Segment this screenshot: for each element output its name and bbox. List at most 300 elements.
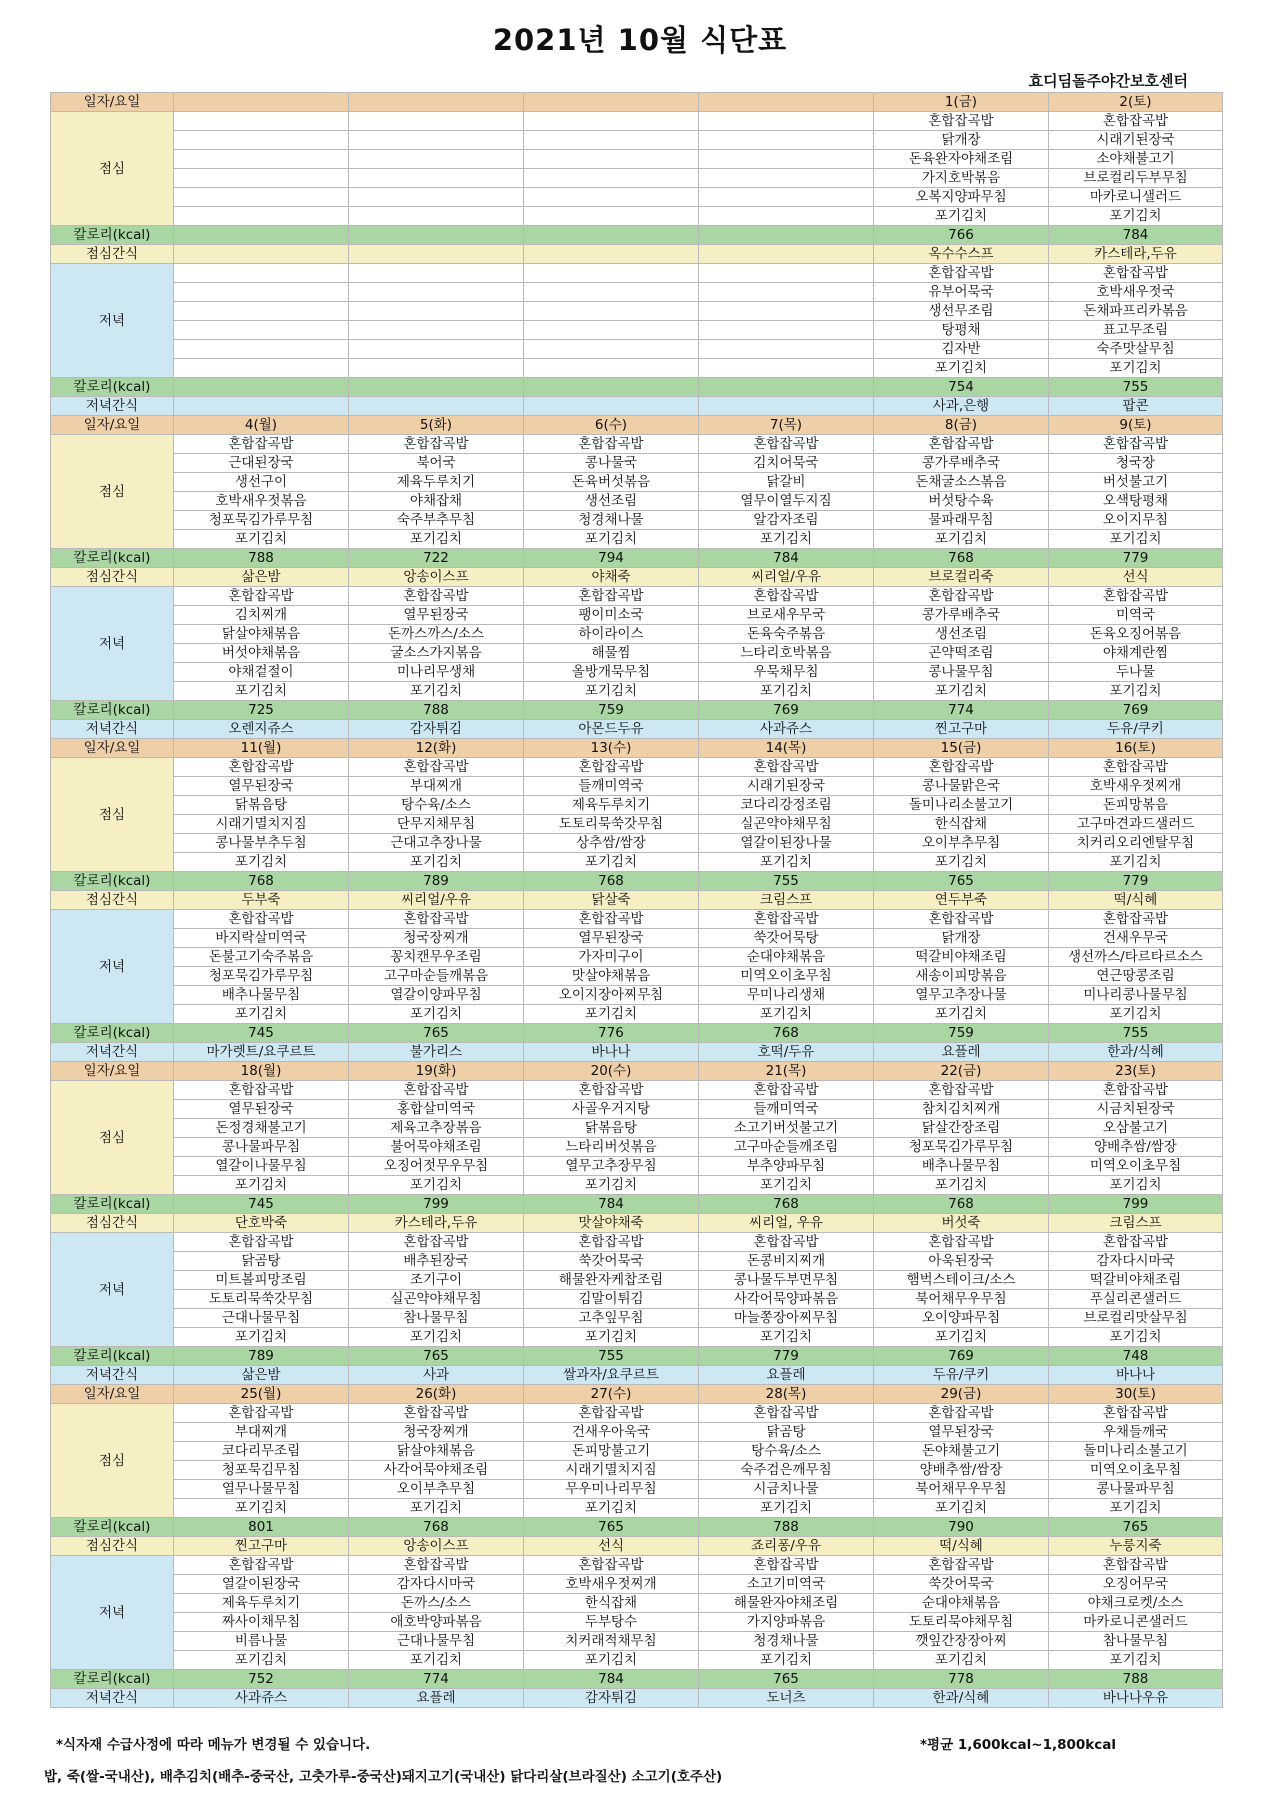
dinner-row [51,264,1223,283]
menu-item: 상추쌈/쌈장 [524,834,699,853]
menu-item: 바지락살미역국 [174,929,349,948]
menu-item: 혼합잡곡밥 [874,587,1049,606]
menu-item: 돈채굴소스볶음 [874,473,1049,492]
menu-item: 혼합잡곡밥 [874,758,1049,777]
menu-item [349,207,524,226]
lunch-calorie-label: 칼로리(kcal) [51,872,174,891]
menu-item: 혼합잡곡밥 [874,112,1049,131]
snack-cell: 단호박죽 [174,1214,349,1233]
menu-item: 포기김치 [699,1651,874,1670]
menu-item: 도토리묵쑥갓무침 [174,1290,349,1309]
menu-item: 포기김치 [349,682,524,701]
menu-item: 혼합잡곡밥 [699,435,874,454]
calorie-cell: 769 [874,1347,1049,1366]
dinner-row [51,359,1223,378]
menu-item: 포기김치 [349,1499,524,1518]
menu-item: 오이부추무침 [349,1480,524,1499]
snack-cell: 요플레 [874,1043,1049,1062]
menu-item: 야채크로켓/소스 [1049,1594,1223,1613]
menu-item: 돈육버섯볶음 [524,473,699,492]
menu-item: 닭살간장조림 [874,1119,1049,1138]
snack-cell: 삶은밤 [174,1366,349,1385]
menu-item: 소야채불고기 [1049,150,1223,169]
calorie-cell [699,378,874,397]
menu-item: 포기김치 [524,1176,699,1195]
menu-item: 혼합잡곡밥 [699,910,874,929]
menu-item: 사각어묵양파볶음 [699,1290,874,1309]
snack-cell: 요플레 [349,1689,524,1708]
dinner-row [51,986,1223,1005]
lunch-row [51,815,1223,834]
date-cell: 13(수) [524,739,699,758]
dinner-row [51,663,1223,682]
date-cell: 1(금) [874,93,1049,112]
lunch-calorie-row [51,872,1223,891]
menu-item: 건새우아욱국 [524,1423,699,1442]
menu-item: 포기김치 [699,1005,874,1024]
calorie-cell: 748 [1049,1347,1223,1366]
dinner-row [51,1575,1223,1594]
date-label: 일자/요일 [51,1385,174,1404]
lunch-row [51,207,1223,226]
menu-item: 북어국 [349,454,524,473]
menu-item: 배추나물무침 [874,1157,1049,1176]
origin-note: 밥, 죽(쌀-국내산), 배추김치(배추-중국산, 고춧가루-중국산)돼지고기(국내산) 닭다리살(브라질산) 소고기(호주산) [44,1769,723,1785]
date-cell: 12(화) [349,739,524,758]
menu-item: 불어묵야채조림 [349,1138,524,1157]
menu-item: 포기김치 [174,1176,349,1195]
menu-item: 느타리호박볶음 [699,644,874,663]
snack-cell: 야채죽 [524,568,699,587]
menu-item: 포기김치 [874,682,1049,701]
date-cell: 9(토) [1049,416,1223,435]
menu-item: 포기김치 [874,1328,1049,1347]
calorie-cell: 759 [524,701,699,720]
menu-item: 미나리무생채 [349,663,524,682]
menu-item: 햄벅스테이크/소스 [874,1271,1049,1290]
menu-item [174,264,349,283]
lunch-snack-label: 점심간식 [51,1537,174,1556]
menu-item: 김치어묵국 [699,454,874,473]
menu-item: 포기김치 [874,207,1049,226]
lunch-row [51,1442,1223,1461]
date-cell: 19(화) [349,1062,524,1081]
calorie-cell: 768 [699,1024,874,1043]
menu-item: 마카로니콘샐러드 [1049,1613,1223,1632]
dinner-row [51,606,1223,625]
calorie-cell: 765 [1049,1518,1223,1537]
menu-item: 포기김치 [699,853,874,872]
menu-item: 오이지장아찌무침 [524,986,699,1005]
date-label: 일자/요일 [51,416,174,435]
lunch-row [51,169,1223,188]
menu-item [524,131,699,150]
calorie-cell: 794 [524,549,699,568]
menu-item: 근대고추장나물 [349,834,524,853]
average-calorie-note: *평균 1,600kcal~1,800kcal [920,1737,1116,1753]
lunch-calorie-row [51,1195,1223,1214]
menu-item: 떡갈비야채조림 [874,948,1049,967]
menu-item: 콩나물두부면무침 [699,1271,874,1290]
menu-item: 혼합잡곡밥 [1049,435,1223,454]
dinner-row [51,948,1223,967]
menu-item: 혼합잡곡밥 [699,587,874,606]
date-cell [349,93,524,112]
menu-item: 무우미나리무침 [524,1480,699,1499]
menu-item: 혼합잡곡밥 [349,1081,524,1100]
menu-item: 제육두루치기 [524,796,699,815]
menu-item: 포기김치 [699,682,874,701]
dinner-row [51,1594,1223,1613]
lunch-calorie-label: 칼로리(kcal) [51,1518,174,1537]
menu-item: 김자반 [874,340,1049,359]
menu-item: 혼합잡곡밥 [1049,1081,1223,1100]
menu-item: 돈콩비지찌개 [699,1252,874,1271]
menu-item: 돈까스/소스 [349,1594,524,1613]
menu-item: 혼합잡곡밥 [174,758,349,777]
dinner-row [51,929,1223,948]
menu-item: 혼합잡곡밥 [699,1404,874,1423]
dinner-calorie-label: 칼로리(kcal) [51,1670,174,1689]
menu-item: 포기김치 [1049,682,1223,701]
menu-item: 가자미구이 [524,948,699,967]
menu-item [174,340,349,359]
menu-item: 콩나물국 [524,454,699,473]
snack-cell: 바나나 [524,1043,699,1062]
menu-item: 브로컬리맛살무침 [1049,1309,1223,1328]
snack-cell: 앙송이스프 [349,1537,524,1556]
menu-item: 고구마순들깨볶음 [349,967,524,986]
menu-item [699,321,874,340]
menu-item: 포기김치 [874,853,1049,872]
date-cell [699,93,874,112]
menu-item: 청국장찌개 [349,929,524,948]
menu-item: 혼합잡곡밥 [699,758,874,777]
menu-item: 비름나물 [174,1632,349,1651]
snack-cell: 찐고구마 [874,720,1049,739]
lunch-row [51,530,1223,549]
date-cell: 4(월) [174,416,349,435]
menu-item: 쑥갓어묵국 [524,1252,699,1271]
snack-cell: 바나나 [1049,1366,1223,1385]
menu-item: 닭살야채볶음 [174,625,349,644]
dinner-row [51,1556,1223,1575]
date-label: 일자/요일 [51,739,174,758]
menu-item: 닭곰탕 [174,1252,349,1271]
lunch-label: 점심 [51,435,174,549]
menu-item [699,169,874,188]
snack-cell: 크림스프 [1049,1214,1223,1233]
menu-item: 혼합잡곡밥 [174,435,349,454]
lunch-label: 점심 [51,1404,174,1518]
calorie-cell: 776 [524,1024,699,1043]
menu-item: 들깨미역국 [699,1100,874,1119]
calorie-cell: 801 [174,1518,349,1537]
menu-item: 오징어무국 [1049,1575,1223,1594]
menu-item [524,112,699,131]
menu-item: 포기김치 [524,853,699,872]
calorie-cell: 765 [524,1518,699,1537]
menu-item [699,359,874,378]
snack-cell: 사과,은행 [874,397,1049,416]
date-cell: 29(금) [874,1385,1049,1404]
dinner-row [51,283,1223,302]
calorie-cell: 759 [874,1024,1049,1043]
lunch-snack-row [51,891,1223,910]
lunch-row [51,777,1223,796]
calorie-cell: 725 [174,701,349,720]
menu-item: 포기김치 [1049,530,1223,549]
menu-item: 미트볼피망조림 [174,1271,349,1290]
menu-item: 탕수육/소스 [349,796,524,815]
snack-cell: 죠리퐁/우유 [699,1537,874,1556]
menu-item: 포기김치 [1049,207,1223,226]
snack-cell: 브로컬리죽 [874,568,1049,587]
menu-item: 두나물 [1049,663,1223,682]
menu-item: 김말이튀김 [524,1290,699,1309]
menu-item: 호박새우젓국 [1049,283,1223,302]
menu-item: 혼합잡곡밥 [1049,1404,1223,1423]
menu-item: 참나물무침 [349,1309,524,1328]
menu-item: 돈까스까스/소스 [349,625,524,644]
menu-item: 사각어묵야채조림 [349,1461,524,1480]
menu-item: 돈육오징어볶음 [1049,625,1223,644]
dinner-snack-label: 저녁간식 [51,1689,174,1708]
lunch-row [51,1138,1223,1157]
snack-cell: 두유/쿠키 [874,1366,1049,1385]
snack-cell [174,245,349,264]
menu-item: 혼합잡곡밥 [874,435,1049,454]
menu-item: 짜사이채무침 [174,1613,349,1632]
menu-item: 미나리콩나물무침 [1049,986,1223,1005]
dinner-row [51,625,1223,644]
menu-item: 혼합잡곡밥 [349,435,524,454]
menu-item: 생선구이 [174,473,349,492]
menu-item [524,283,699,302]
lunch-row [51,131,1223,150]
menu-item: 열무된장국 [174,777,349,796]
menu-item: 열갈이된장나물 [699,834,874,853]
menu-item: 탕수육/소스 [699,1442,874,1461]
menu-item: 생선조림 [874,625,1049,644]
menu-item: 열무된장국 [524,929,699,948]
lunch-row [51,1404,1223,1423]
menu-item: 청포묵김무침 [174,1461,349,1480]
menu-item [524,264,699,283]
menu-item: 열무고추장나물 [874,986,1049,1005]
menu-item: 사골우거지탕 [524,1100,699,1119]
calorie-cell: 755 [524,1347,699,1366]
menu-item: 혼합잡곡밥 [524,587,699,606]
menu-item [349,340,524,359]
menu-item: 혼합잡곡밥 [874,1233,1049,1252]
menu-item: 포기김치 [349,1651,524,1670]
menu-item: 혼합잡곡밥 [524,1404,699,1423]
menu-item: 혼합잡곡밥 [174,1404,349,1423]
menu-change-note: *식자재 수급사정에 따라 메뉴가 변경될 수 있습니다. [56,1737,371,1753]
menu-item: 미역오이초무침 [1049,1461,1223,1480]
menu-item: 혼합잡곡밥 [174,910,349,929]
dinner-row [51,910,1223,929]
lunch-row [51,188,1223,207]
date-row [51,416,1223,435]
lunch-row [51,473,1223,492]
calorie-cell: 784 [1049,226,1223,245]
lunch-calorie-label: 칼로리(kcal) [51,549,174,568]
calorie-cell: 768 [349,1518,524,1537]
calorie-cell [174,378,349,397]
dinner-snack-label: 저녁간식 [51,1043,174,1062]
lunch-label: 점심 [51,1081,174,1195]
calorie-cell: 799 [349,1195,524,1214]
menu-item [174,188,349,207]
calorie-cell [524,226,699,245]
menu-item: 숙주맛살무침 [1049,340,1223,359]
dinner-snack-row [51,397,1223,416]
menu-item: 야채겉절이 [174,663,349,682]
menu-item: 포기김치 [1049,1328,1223,1347]
menu-item: 오이양파무침 [874,1309,1049,1328]
menu-item: 포기김치 [524,1651,699,1670]
dinner-snack-row [51,1689,1223,1708]
dinner-calorie-row [51,1024,1223,1043]
menu-item: 제육두루치기 [349,473,524,492]
menu-item: 혼합잡곡밥 [524,1556,699,1575]
menu-item: 실곤약야채무침 [349,1290,524,1309]
menu-item [174,321,349,340]
menu-item: 버섯탕수육 [874,492,1049,511]
menu-item [174,169,349,188]
menu-item: 포기김치 [174,1651,349,1670]
lunch-row [51,1176,1223,1195]
snack-cell: 앙송이스프 [349,568,524,587]
calorie-cell: 788 [1049,1670,1223,1689]
snack-cell [699,245,874,264]
menu-item: 느타리버섯볶음 [524,1138,699,1157]
menu-item: 호박새우젓찌개 [524,1575,699,1594]
menu-item: 혼합잡곡밥 [174,1081,349,1100]
menu-item: 해물완자야채조림 [699,1594,874,1613]
snack-cell: 두부죽 [174,891,349,910]
menu-item: 혼합잡곡밥 [349,1404,524,1423]
menu-item: 떡갈비야채조림 [1049,1271,1223,1290]
menu-item [699,302,874,321]
menu-item: 포기김치 [1049,359,1223,378]
dinner-label: 저녁 [51,1233,174,1347]
menu-item: 쑥갓어묵국 [874,1575,1049,1594]
snack-cell: 카스테라,두유 [349,1214,524,1233]
dinner-label: 저녁 [51,587,174,701]
calorie-cell: 768 [874,1195,1049,1214]
menu-item: 팽이미소국 [524,606,699,625]
menu-item: 가지양파볶음 [699,1613,874,1632]
calorie-cell: 789 [349,872,524,891]
date-cell: 26(화) [349,1385,524,1404]
menu-item: 우묵채무침 [699,663,874,682]
menu-item: 시래기멸치지짐 [174,815,349,834]
lunch-row [51,112,1223,131]
menu-item: 치커리오리엔탈무침 [1049,834,1223,853]
lunch-row [51,454,1223,473]
menu-item: 미역국 [1049,606,1223,625]
calorie-cell: 779 [1049,872,1223,891]
calorie-cell [174,226,349,245]
menu-item: 우채들깨국 [1049,1423,1223,1442]
lunch-row [51,435,1223,454]
menu-item: 탕평채 [874,321,1049,340]
menu-item: 버섯야채볶음 [174,644,349,663]
dinner-calorie-label: 칼로리(kcal) [51,378,174,397]
lunch-snack-row [51,1214,1223,1233]
dinner-snack-label: 저녁간식 [51,397,174,416]
date-cell: 16(토) [1049,739,1223,758]
menu-item: 포기김치 [874,1499,1049,1518]
menu-item: 올방개묵무침 [524,663,699,682]
menu-item: 버섯불고기 [1049,473,1223,492]
menu-item: 콩나물무침 [874,663,1049,682]
snack-cell: 선식 [524,1537,699,1556]
menu-item [349,283,524,302]
calorie-cell: 754 [874,378,1049,397]
snack-cell: 바나나우유 [1049,1689,1223,1708]
menu-item: 혼합잡곡밥 [349,1556,524,1575]
menu-item: 포기김치 [1049,1651,1223,1670]
menu-item: 닭갈비 [699,473,874,492]
menu-item: 꽁치캔무우조림 [349,948,524,967]
menu-item: 오이지무침 [1049,511,1223,530]
lunch-calorie-label: 칼로리(kcal) [51,1195,174,1214]
menu-item: 김치찌개 [174,606,349,625]
menu-item: 브로컬리두부무침 [1049,169,1223,188]
dinner-calorie-label: 칼로리(kcal) [51,1024,174,1043]
menu-item: 두부탕수 [524,1613,699,1632]
snack-cell: 맛살야채죽 [524,1214,699,1233]
lunch-label: 점심 [51,758,174,872]
dinner-row [51,682,1223,701]
menu-item: 오삼불고기 [1049,1119,1223,1138]
snack-cell [174,397,349,416]
menu-item: 야채계란찜 [1049,644,1223,663]
date-row [51,1062,1223,1081]
menu-item: 시래기멸치지짐 [524,1461,699,1480]
lunch-row [51,1480,1223,1499]
snack-cell: 씨리얼/우유 [699,568,874,587]
menu-item: 부추양파무침 [699,1157,874,1176]
menu-item: 포기김치 [174,682,349,701]
dinner-row [51,1613,1223,1632]
menu-item: 호박새우젓볶음 [174,492,349,511]
date-label: 일자/요일 [51,93,174,112]
menu-item: 하이라이스 [524,625,699,644]
calorie-cell [349,226,524,245]
menu-item: 호박새우젓찌개 [1049,777,1223,796]
menu-item: 들깨미역국 [524,777,699,796]
dinner-row [51,302,1223,321]
lunch-row [51,796,1223,815]
date-cell: 30(토) [1049,1385,1223,1404]
calorie-cell: 769 [1049,701,1223,720]
menu-item: 오이부추무침 [874,834,1049,853]
menu-item: 돌미나리소불고기 [1049,1442,1223,1461]
snack-cell: 불가리스 [349,1043,524,1062]
menu-item: 혼합잡곡밥 [349,1233,524,1252]
calorie-cell: 784 [699,549,874,568]
menu-item: 표고무조림 [1049,321,1223,340]
date-cell: 22(금) [874,1062,1049,1081]
lunch-row [51,1119,1223,1138]
snack-cell: 누룽지죽 [1049,1537,1223,1556]
dinner-row [51,1651,1223,1670]
